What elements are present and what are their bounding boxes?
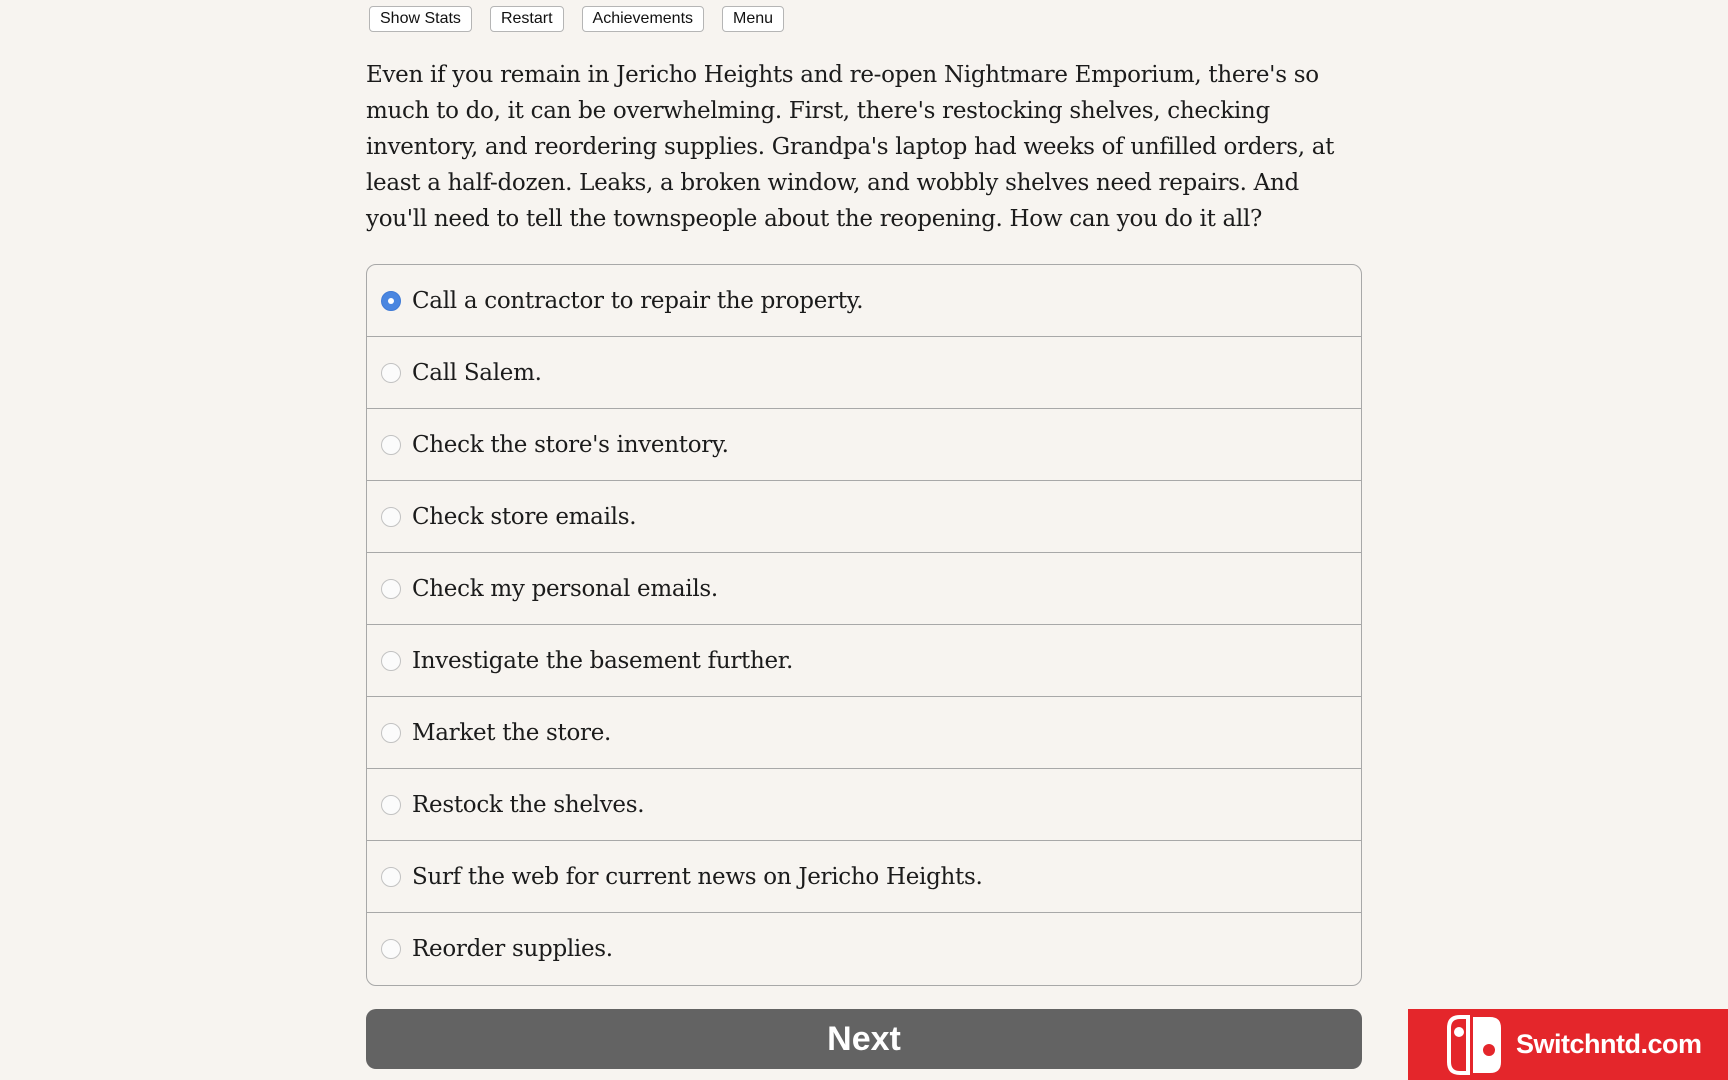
- choice-option[interactable]: [367, 769, 1361, 841]
- choice-label: Check the store's inventory.: [412, 431, 729, 458]
- choice-label: Call Salem.: [412, 359, 542, 386]
- restart-button[interactable]: Restart: [490, 6, 564, 32]
- toolbar: [369, 6, 802, 32]
- choice-label: Call a contractor to repair the property.: [412, 287, 864, 314]
- choice-label: Market the store.: [412, 719, 612, 746]
- radio-button[interactable]: [381, 795, 401, 815]
- watermark-banner: [1408, 1009, 1728, 1080]
- choice-label: Check my personal emails.: [412, 575, 718, 602]
- radio-button[interactable]: [381, 723, 401, 743]
- radio-button[interactable]: [381, 867, 401, 887]
- next-button[interactable]: Next: [366, 1009, 1362, 1069]
- choice-label: Reorder supplies.: [412, 936, 613, 962]
- choice-option[interactable]: [367, 265, 1361, 337]
- radio-button[interactable]: [381, 939, 401, 959]
- choice-list: [366, 264, 1362, 986]
- radio-button[interactable]: [381, 363, 401, 383]
- choice-option[interactable]: [367, 409, 1361, 481]
- choice-option[interactable]: [367, 625, 1361, 697]
- choice-option[interactable]: [367, 337, 1361, 409]
- radio-button[interactable]: [381, 291, 401, 311]
- show-stats-button[interactable]: Show Stats: [369, 6, 472, 32]
- choice-option[interactable]: [367, 481, 1361, 553]
- choice-label: Check store emails.: [412, 503, 637, 530]
- watermark-text: Switchntd.com: [1516, 1029, 1702, 1059]
- choice-label: Restock the shelves.: [412, 791, 645, 818]
- nintendo-switch-logo-icon: [1446, 1014, 1504, 1076]
- choice-option[interactable]: [367, 697, 1361, 769]
- choice-option[interactable]: [367, 553, 1361, 625]
- choice-option[interactable]: [367, 841, 1361, 913]
- choice-label: Investigate the basement further.: [412, 647, 793, 674]
- choice-label: Surf the web for current news on Jericho Heights.: [412, 863, 983, 890]
- story-text: Even if you remain in Jericho Heights and re-open Nightmare Emporium, there's so much to do, it can be overwhelming. First, there's restocking shelves, checking inventory, and reordering supplies. Grandpa's laptop had weeks of unfilled orders, at least a half-dozen. Leaks, a broken window, and wobbly shelves need repairs. And you'll need to tell the townspeople about the reopening. How can you do it all?: [366, 62, 1335, 232]
- radio-button[interactable]: [381, 435, 401, 455]
- menu-button[interactable]: Menu: [722, 6, 784, 32]
- radio-button[interactable]: [381, 651, 401, 671]
- radio-button[interactable]: [381, 507, 401, 527]
- choice-option[interactable]: [367, 913, 1361, 985]
- achievements-button[interactable]: Achievements: [582, 6, 705, 32]
- radio-button[interactable]: [381, 579, 401, 599]
